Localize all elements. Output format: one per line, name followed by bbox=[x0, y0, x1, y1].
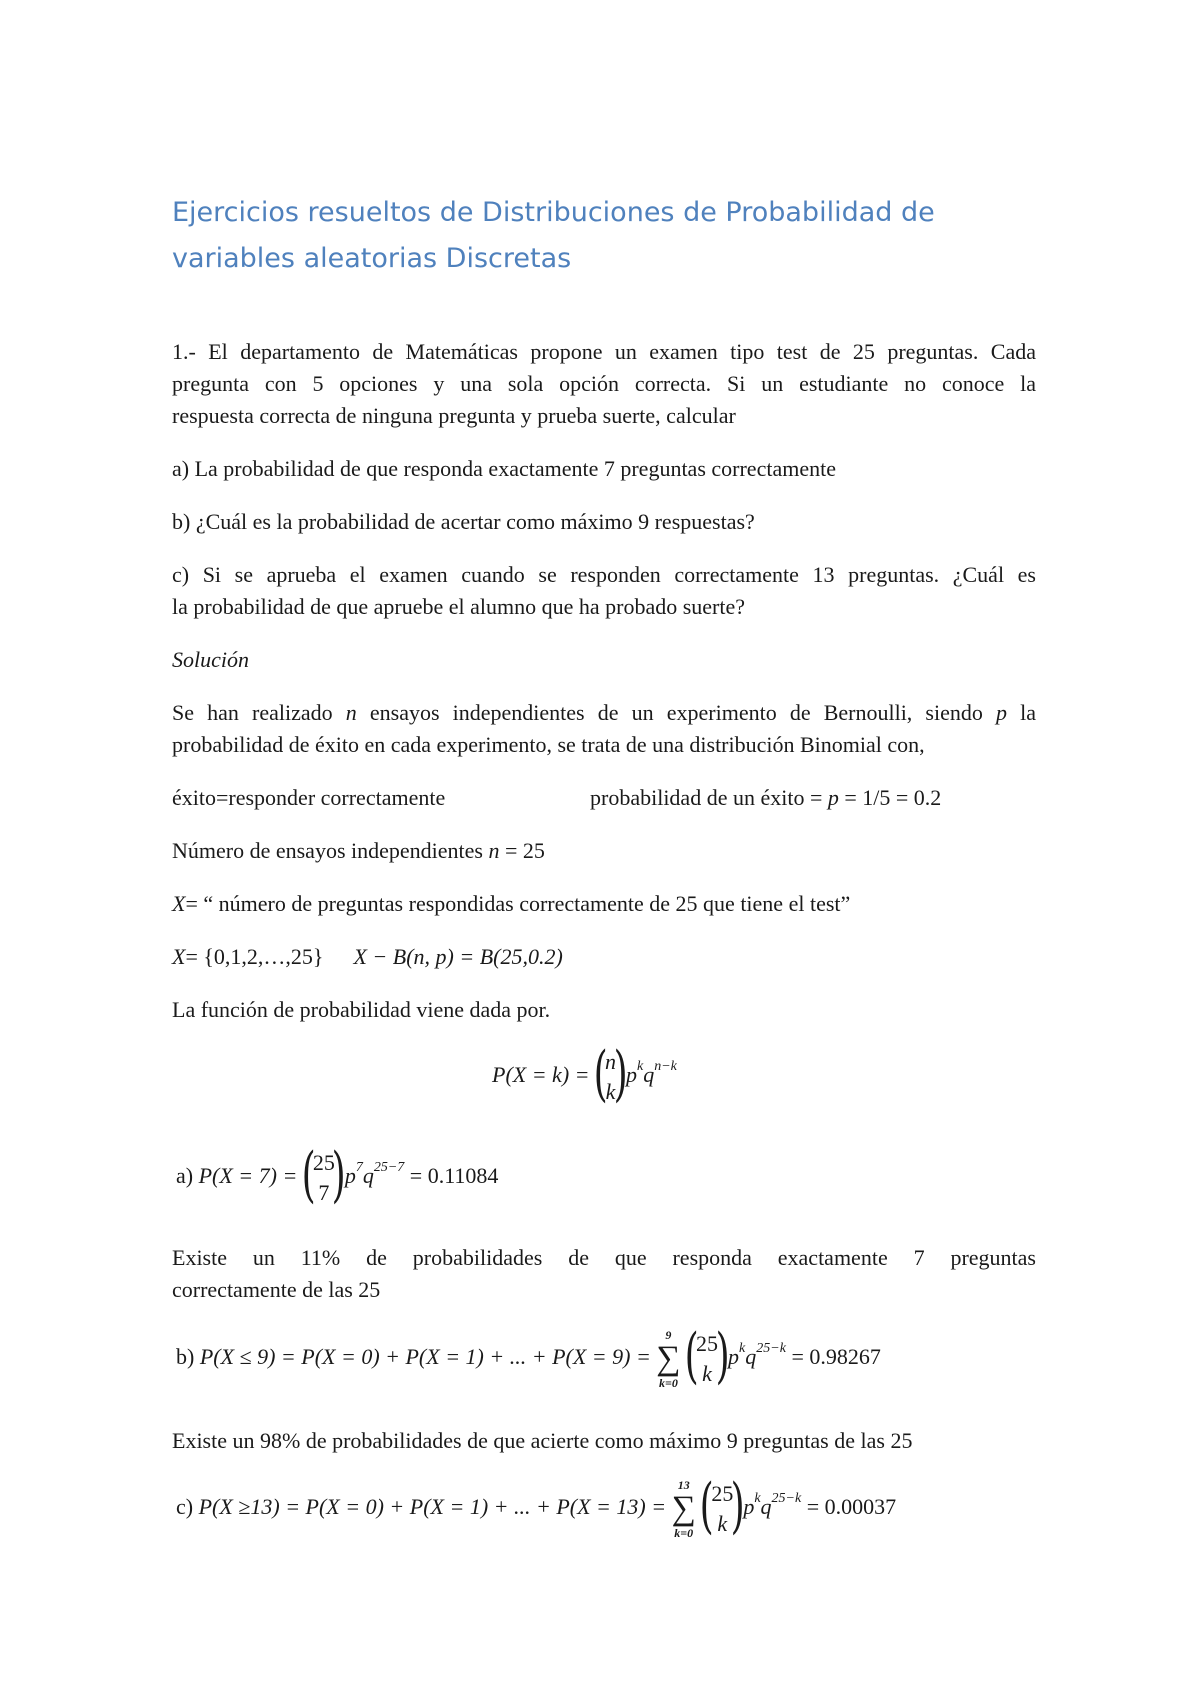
solution-intro-line-2: probabilidad de éxito en cada experimento, se trata de una distribución Binomial con, bbox=[172, 732, 925, 757]
solution-heading: Solución bbox=[172, 647, 249, 672]
answer-a-formula: a) P(X = 7) = ( 25 7 ) $p^7q^{25-7} = 0.11084$ bbox=[176, 1140, 499, 1210]
question-a: a) La probabilidad de que responda exactamente 7 preguntas correctamente bbox=[172, 456, 836, 481]
exito-probability: probabilidad de un éxito = p = 1/5 = 0.2 bbox=[590, 785, 942, 810]
question-c-line-2: la probabilidad de que apruebe el alumno que ha probado suerte? bbox=[172, 594, 745, 619]
answer-a-text-line-1: Existe un 11% de probabilidades de que responda exactamente 7 preguntas bbox=[172, 1245, 1036, 1270]
binomial-coefficient: ( 25 k ) bbox=[684, 1321, 730, 1391]
summation-sign: 13 ∑ k=0 bbox=[671, 1478, 696, 1540]
solution-intro-line-1: Se han realizado n ensayos independientes de un experimento de Bernoulli, siendo p la bbox=[172, 700, 1036, 725]
trials-count: Número de ensayos independientes n = 25 bbox=[172, 838, 545, 863]
statement-line-1: 1.- El departamento de Matemáticas propone un examen tipo test de 25 preguntas. Cada bbox=[172, 339, 1036, 364]
statement-line-2: pregunta con 5 opciones y una sola opción correcta. Si un estudiante no conoce la bbox=[172, 371, 1036, 396]
binomial-coefficient: ( 25 7 ) bbox=[301, 1140, 347, 1210]
answer-b-formula: b) P(X ≤ 9) = P(X = 0) + P(X = 1) + ... + P(X = 9) = 9 ∑ k=0 ( 25 k ) $p^kq^{25-k} = 0.98267$ bbox=[176, 1321, 881, 1391]
x-definition: X= “ número de preguntas respondidas correctamente de 25 que tiene el test” bbox=[172, 891, 851, 916]
page-title: Ejercicios resueltos de Distribuciones de Probabilidad de variables aleatorias Discretas bbox=[172, 197, 935, 274]
question-c-line-1: c) Si se aprueba el examen cuando se responden correctamente 13 preguntas. ¿Cuál es bbox=[172, 562, 1036, 587]
answer-a-text-line-2: correctamente de las 25 bbox=[172, 1277, 381, 1302]
statement-line-3: respuesta correcta de ninguna pregunta y prueba suerte, calcular bbox=[172, 403, 736, 428]
exito-definition: éxito=responder correctamente bbox=[172, 785, 446, 810]
summation-sign: 9 ∑ k=0 bbox=[656, 1328, 681, 1390]
function-intro: La función de probabilidad viene dada por. bbox=[172, 997, 551, 1022]
question-b: b) ¿Cuál es la probabilidad de acertar como máximo 9 respuestas? bbox=[172, 509, 755, 534]
binomial-coefficient: ( 25 k ) bbox=[699, 1471, 745, 1541]
binomial-coefficient: ( n k ) bbox=[593, 1039, 628, 1109]
answer-b-text: Existe un 98% de probabilidades de que acierte como máximo 9 preguntas de las 25 bbox=[172, 1428, 913, 1453]
x-range-and-distribution: X= {0,1,2,…,25} X − B(n, p) = B(25,0.2) bbox=[172, 944, 563, 969]
general-formula: P(X = k) = ( n k ) $p^kq^{n-k}$ bbox=[492, 1039, 677, 1109]
answer-c-formula: c) P(X ≥13) = P(X = 0) + P(X = 1) + ... + P(X = 13) = 13 ∑ k=0 ( 25 k ) $p^kq^{25-k} = 0.00037$ bbox=[176, 1471, 897, 1541]
